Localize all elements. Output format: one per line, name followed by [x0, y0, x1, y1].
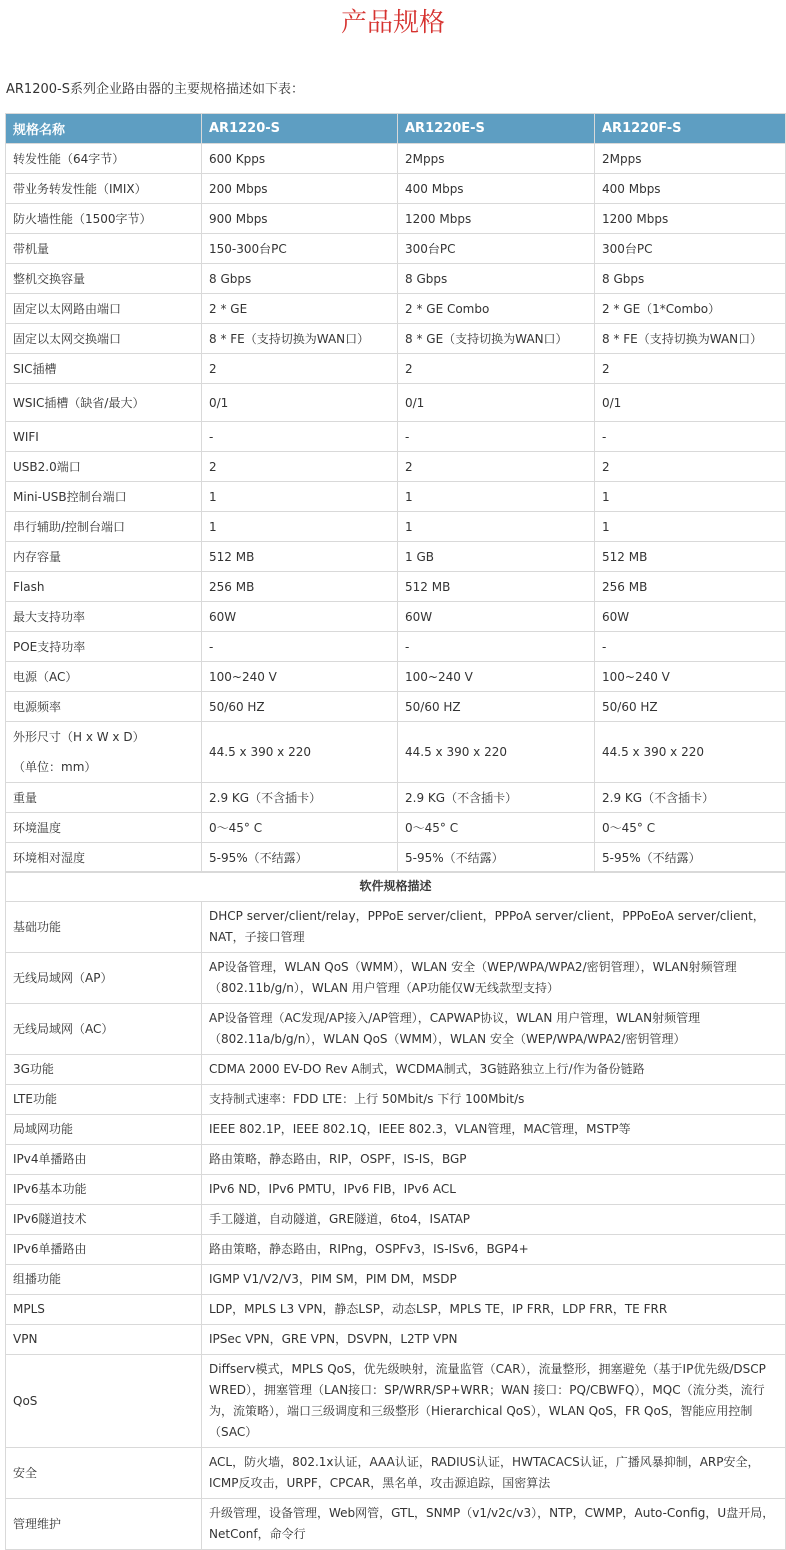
- spec-header-cell: AR1220E-S: [398, 114, 595, 144]
- spec-value-cell: 2.9 KG（不含插卡）: [202, 783, 398, 813]
- spec-name-cell: Flash: [6, 572, 202, 602]
- spec-value-cell: 2: [398, 452, 595, 482]
- spec-value-cell: 44.5 x 390 x 220: [202, 722, 398, 783]
- spec-value-cell: 1: [202, 482, 398, 512]
- spec-row: [6, 843, 786, 873]
- feature-desc-cell: IEEE 802.1P，IEEE 802.1Q，IEEE 802.3，VLAN管理，MAC管理，MSTP等: [202, 1115, 786, 1145]
- spec-value-cell: 2: [595, 354, 786, 384]
- software-row: [6, 1235, 786, 1265]
- feature-desc-cell: 路由策略，静态路由，RIP，OSPF，IS-IS，BGP: [202, 1145, 786, 1175]
- spec-row: [6, 602, 786, 632]
- feature-desc-cell: 升级管理，设备管理，Web网管，GTL，SNMP（v1/v2c/v3），NTP，CWMP，Auto-Config，U盘开局，NetConf，命令行: [202, 1499, 786, 1550]
- section-row: [6, 872, 786, 902]
- spec-header-cell: 规格名称: [6, 114, 202, 144]
- spec-value-cell: 1200 Mbps: [595, 204, 786, 234]
- spec-row: [6, 632, 786, 662]
- spec-row: [6, 572, 786, 602]
- feature-name-cell: LTE功能: [6, 1085, 202, 1115]
- spec-name-cell: 最大支持功率: [6, 602, 202, 632]
- spec-value-cell: 2 * GE Combo: [398, 294, 595, 324]
- software-row: [6, 902, 786, 953]
- software-table: [5, 871, 786, 1550]
- spec-name-cell: 整机交换容量: [6, 264, 202, 294]
- spec-value-cell: 256 MB: [595, 572, 786, 602]
- spec-row: [6, 422, 786, 452]
- software-row: [6, 1145, 786, 1175]
- spec-value-cell: 50/60 HZ: [595, 692, 786, 722]
- spec-value-cell: 2 * GE（1*Combo）: [595, 294, 786, 324]
- feature-name-cell: QoS: [6, 1355, 202, 1448]
- software-table-body: [6, 872, 786, 1550]
- spec-value-cell: 5-95%（不结露）: [202, 843, 398, 873]
- spec-value-cell: 1: [398, 512, 595, 542]
- spec-row: [6, 354, 786, 384]
- spec-row: [6, 482, 786, 512]
- spec-row: [6, 174, 786, 204]
- spec-value-cell: 60W: [595, 602, 786, 632]
- spec-row: [6, 692, 786, 722]
- spec-value-cell: 1: [595, 482, 786, 512]
- spec-name-cell: 固定以太网路由端口: [6, 294, 202, 324]
- spec-value-cell: 50/60 HZ: [202, 692, 398, 722]
- spec-name-cell: WIFI: [6, 422, 202, 452]
- spec-value-cell: 512 MB: [595, 542, 786, 572]
- spec-row: [6, 384, 786, 422]
- spec-value-cell: 150-300台PC: [202, 234, 398, 264]
- feature-desc-cell: CDMA 2000 EV-DO Rev A制式，WCDMA制式，3G链路独立上行/作为备份链路: [202, 1055, 786, 1085]
- feature-name-cell: IPv6隧道技术: [6, 1205, 202, 1235]
- spec-value-cell: 44.5 x 390 x 220: [595, 722, 786, 783]
- spec-value-cell: -: [595, 422, 786, 452]
- feature-name-cell: IPv4单播路由: [6, 1145, 202, 1175]
- spec-name-cell: Mini-USB控制台端口: [6, 482, 202, 512]
- spec-row: [6, 294, 786, 324]
- feature-name-cell: 无线局域网（AC）: [6, 1004, 202, 1055]
- spec-name-cell: 内存容量: [6, 542, 202, 572]
- spec-value-cell: -: [398, 632, 595, 662]
- software-row: [6, 1115, 786, 1145]
- spec-value-cell: 5-95%（不结露）: [595, 843, 786, 873]
- spec-value-cell: 512 MB: [202, 542, 398, 572]
- spec-name-cell: 带机量: [6, 234, 202, 264]
- spec-name-cell: 环境相对湿度: [6, 843, 202, 873]
- spec-value-cell: 8 Gbps: [398, 264, 595, 294]
- feature-name-cell: VPN: [6, 1325, 202, 1355]
- section-title: 软件规格描述: [6, 872, 786, 902]
- feature-desc-cell: Diffserv模式，MPLS QoS，优先级映射，流量监管（CAR），流量整形，拥塞避免（基于IP优先级/DSCP WRED），拥塞管理（LAN接口：SP/WRR/SP+WRR；WAN 接口：PQ/CBWFQ），MQC（流分类，流行为，流策略），端口三级调度和三级整形（Hierarchical QoS），WLAN QoS，FR QoS，智能应用控制（SAC）: [202, 1355, 786, 1448]
- spec-value-cell: 60W: [202, 602, 398, 632]
- spec-value-cell: 900 Mbps: [202, 204, 398, 234]
- spec-value-cell: 0/1: [398, 384, 595, 422]
- spec-value-cell: 2.9 KG（不含插卡）: [398, 783, 595, 813]
- spec-value-cell: -: [595, 632, 786, 662]
- spec-value-cell: 512 MB: [398, 572, 595, 602]
- feature-name-cell: 无线局域网（AP）: [6, 953, 202, 1004]
- feature-desc-cell: AP设备管理，WLAN QoS（WMM），WLAN 安全（WEP/WPA/WPA2/密钥管理），WLAN射频管理（802.11b/g/n），WLAN 用户管理（AP功能仅W无线款型支持）: [202, 953, 786, 1004]
- spec-row: [6, 662, 786, 692]
- software-row: [6, 1175, 786, 1205]
- feature-desc-cell: 手工隧道，自动隧道，GRE隧道，6to4，ISATAP: [202, 1205, 786, 1235]
- spec-value-cell: -: [202, 632, 398, 662]
- software-row: [6, 1325, 786, 1355]
- spec-row: [6, 204, 786, 234]
- spec-value-cell: 0～45° C: [202, 813, 398, 843]
- software-row: [6, 1265, 786, 1295]
- spec-row: [6, 324, 786, 354]
- spec-row: [6, 144, 786, 174]
- spec-name-cell: WSIC插槽（缺省/最大）: [6, 384, 202, 422]
- spec-name-cell: 带业务转发性能（IMIX）: [6, 174, 202, 204]
- spec-value-cell: 600 Kpps: [202, 144, 398, 174]
- spec-row: [6, 452, 786, 482]
- feature-desc-cell: 支持制式速率：FDD LTE：上行 50Mbit/s 下行 100Mbit/s: [202, 1085, 786, 1115]
- spec-name-cell: 重量: [6, 783, 202, 813]
- spec-row: [6, 813, 786, 843]
- spec-value-cell: -: [202, 422, 398, 452]
- spec-header-cell: AR1220F-S: [595, 114, 786, 144]
- spec-value-cell: 2 * GE: [202, 294, 398, 324]
- spec-value-cell: 1 GB: [398, 542, 595, 572]
- software-row: [6, 1295, 786, 1325]
- spec-name-cell: 转发性能（64字节）: [6, 144, 202, 174]
- spec-name-cell: 电源（AC）: [6, 662, 202, 692]
- spec-value-cell: -: [398, 422, 595, 452]
- feature-desc-cell: AP设备管理（AC发现/AP接入/AP管理），CAPWAP协议，WLAN 用户管理，WLAN射频管理（802.11a/b/g/n），WLAN QoS（WMM），WLAN 安全（WEP/WPA/WPA2/密钥管理）: [202, 1004, 786, 1055]
- spec-name-cell: 串行辅助/控制台端口: [6, 512, 202, 542]
- spec-value-cell: 400 Mbps: [595, 174, 786, 204]
- spec-value-cell: 100~240 V: [202, 662, 398, 692]
- spec-value-cell: 300台PC: [398, 234, 595, 264]
- software-row: [6, 1205, 786, 1235]
- spec-header-row: [6, 114, 786, 144]
- spec-name-cell: 固定以太网交换端口: [6, 324, 202, 354]
- spec-header-cell: AR1220-S: [202, 114, 398, 144]
- spec-value-cell: 8 * FE（支持切换为WAN口）: [595, 324, 786, 354]
- spec-value-cell: 300台PC: [595, 234, 786, 264]
- spec-value-cell: 400 Mbps: [398, 174, 595, 204]
- feature-name-cell: 管理维护: [6, 1499, 202, 1550]
- spec-value-cell: 2: [398, 354, 595, 384]
- spec-value-cell: 2: [202, 452, 398, 482]
- spec-row: [6, 512, 786, 542]
- feature-desc-cell: IPv6 ND，IPv6 PMTU，IPv6 FIB，IPv6 ACL: [202, 1175, 786, 1205]
- software-row: [6, 953, 786, 1004]
- feature-name-cell: 安全: [6, 1448, 202, 1499]
- spec-name-cell: 电源频率: [6, 692, 202, 722]
- spec-value-cell: 2Mpps: [595, 144, 786, 174]
- spec-value-cell: 1: [202, 512, 398, 542]
- spec-row: [6, 264, 786, 294]
- spec-value-cell: 60W: [398, 602, 595, 632]
- spec-name-cell: SIC插槽: [6, 354, 202, 384]
- software-row: [6, 1499, 786, 1550]
- spec-value-cell: 0/1: [202, 384, 398, 422]
- feature-name-cell: 组播功能: [6, 1265, 202, 1295]
- spec-value-cell: 1: [398, 482, 595, 512]
- feature-desc-cell: LDP，MPLS L3 VPN，静态LSP，动态LSP，MPLS TE，IP FRR，LDP FRR，TE FRR: [202, 1295, 786, 1325]
- spec-row: [6, 722, 786, 783]
- spec-name-cell: 外形尺寸（H x W x D） （单位：mm）: [6, 722, 202, 783]
- spec-name-cell: 防火墙性能（1500字节）: [6, 204, 202, 234]
- feature-name-cell: 局域网功能: [6, 1115, 202, 1145]
- software-row: [6, 1085, 786, 1115]
- spec-value-cell: 0/1: [595, 384, 786, 422]
- spec-value-cell: 100~240 V: [398, 662, 595, 692]
- spec-value-cell: 1: [595, 512, 786, 542]
- spec-value-cell: 8 * GE（支持切换为WAN口）: [398, 324, 595, 354]
- spec-table: [5, 113, 786, 873]
- spec-value-cell: 2.9 KG（不含插卡）: [595, 783, 786, 813]
- feature-desc-cell: IPSec VPN，GRE VPN，DSVPN，L2TP VPN: [202, 1325, 786, 1355]
- spec-table-body: [6, 144, 786, 873]
- spec-value-cell: 2: [202, 354, 398, 384]
- spec-value-cell: 8 * FE（支持切换为WAN口）: [202, 324, 398, 354]
- spec-value-cell: 5-95%（不结露）: [398, 843, 595, 873]
- feature-name-cell: IPv6基本功能: [6, 1175, 202, 1205]
- feature-desc-cell: 路由策略，静态路由，RIPng，OSPFv3，IS-ISv6，BGP4+: [202, 1235, 786, 1265]
- software-row: [6, 1055, 786, 1085]
- spec-row: [6, 542, 786, 572]
- spec-value-cell: 100~240 V: [595, 662, 786, 692]
- spec-value-cell: 256 MB: [202, 572, 398, 602]
- spec-value-cell: 0～45° C: [595, 813, 786, 843]
- spec-value-cell: 0～45° C: [398, 813, 595, 843]
- feature-name-cell: 基础功能: [6, 902, 202, 953]
- feature-desc-cell: DHCP server/client/relay，PPPoE server/client，PPPoA server/client，PPPoEoA server/client，NAT，子接口管理: [202, 902, 786, 953]
- feature-desc-cell: IGMP V1/V2/V3，PIM SM，PIM DM，MSDP: [202, 1265, 786, 1295]
- spec-value-cell: 50/60 HZ: [398, 692, 595, 722]
- feature-name-cell: MPLS: [6, 1295, 202, 1325]
- feature-desc-cell: ACL，防火墙，802.1x认证，AAA认证，RADIUS认证，HWTACACS认证，广播风暴抑制，ARP安全，ICMP反攻击，URPF，CPCAR，黑名单，攻击源追踪，国密算法: [202, 1448, 786, 1499]
- software-row: [6, 1355, 786, 1448]
- software-row: [6, 1004, 786, 1055]
- spec-name-cell: USB2.0端口: [6, 452, 202, 482]
- spec-value-cell: 2: [595, 452, 786, 482]
- spec-value-cell: 1200 Mbps: [398, 204, 595, 234]
- spec-value-cell: 2Mpps: [398, 144, 595, 174]
- spec-value-cell: 44.5 x 390 x 220: [398, 722, 595, 783]
- spec-row: [6, 234, 786, 264]
- spec-value-cell: 200 Mbps: [202, 174, 398, 204]
- spec-name-cell: POE支持功率: [6, 632, 202, 662]
- feature-name-cell: 3G功能: [6, 1055, 202, 1085]
- software-row: [6, 1448, 786, 1499]
- feature-name-cell: IPv6单播路由: [6, 1235, 202, 1265]
- spec-value-cell: 8 Gbps: [202, 264, 398, 294]
- intro-text: AR1200-S系列企业路由器的主要规格描述如下表：: [6, 82, 304, 97]
- spec-name-cell: 环境温度: [6, 813, 202, 843]
- page-title: 产品规格: [340, 8, 445, 38]
- spec-row: [6, 783, 786, 813]
- spec-value-cell: 8 Gbps: [595, 264, 786, 294]
